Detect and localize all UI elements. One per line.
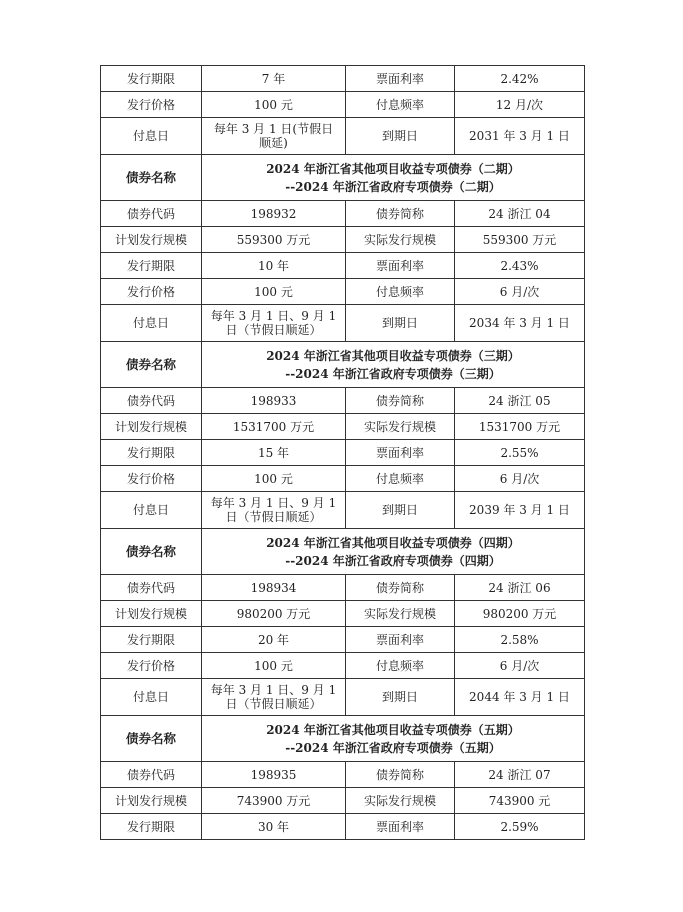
- maturity-label: 到期日: [346, 305, 455, 342]
- bond-short-value: 24 浙江 04: [455, 201, 585, 227]
- bond-name-label: 债券名称: [101, 529, 202, 575]
- issue-price-label: 发行价格: [101, 466, 202, 492]
- table-row: [101, 279, 585, 305]
- bond-short-label: 债券简称: [346, 575, 455, 601]
- payment-freq-value: 12 月/次: [455, 92, 585, 118]
- table-row: [101, 653, 585, 679]
- coupon-rate-value: 2.43%: [455, 253, 585, 279]
- table-row: [101, 414, 585, 440]
- payment-date-label: 付息日: [101, 679, 202, 716]
- term-value: 10 年: [202, 253, 346, 279]
- issue-price-label: 发行价格: [101, 92, 202, 118]
- payment-freq-label: 付息频率: [346, 92, 455, 118]
- table-row: [101, 440, 585, 466]
- term-label: 发行期限: [101, 814, 202, 840]
- bond-short-label: 债券简称: [346, 762, 455, 788]
- table-row: [101, 155, 585, 201]
- payment-freq-label: 付息频率: [346, 279, 455, 305]
- planned-scale-value: 743900 万元: [202, 788, 346, 814]
- maturity-value: 2034 年 3 月 1 日: [455, 305, 585, 342]
- bond-short-value: 24 浙江 07: [455, 762, 585, 788]
- term-label: 发行期限: [101, 627, 202, 653]
- actual-scale-value: 980200 万元: [455, 601, 585, 627]
- bond-short-value: 24 浙江 05: [455, 388, 585, 414]
- actual-scale-value: 559300 万元: [455, 227, 585, 253]
- term-value: 30 年: [202, 814, 346, 840]
- issue-price-value: 100 元: [202, 92, 346, 118]
- coupon-rate-value: 2.55%: [455, 440, 585, 466]
- payment-freq-value: 6 月/次: [455, 466, 585, 492]
- bond-code-value: 198932: [202, 201, 346, 227]
- bond-title: 2024 年浙江省其他项目收益专项债券（五期） --2024 年浙江省政府专项债券（五期）: [202, 716, 585, 762]
- payment-date-label: 付息日: [101, 118, 202, 155]
- term-label: 发行期限: [101, 253, 202, 279]
- issue-price-label: 发行价格: [101, 653, 202, 679]
- issue-price-value: 100 元: [202, 653, 346, 679]
- bond-short-value: 24 浙江 06: [455, 575, 585, 601]
- table-row: [101, 92, 585, 118]
- bond-code-value: 198933: [202, 388, 346, 414]
- table-row: [101, 627, 585, 653]
- planned-scale-label: 计划发行规模: [101, 227, 202, 253]
- bond-short-label: 债券简称: [346, 201, 455, 227]
- coupon-rate-value: 2.59%: [455, 814, 585, 840]
- planned-scale-value: 1531700 万元: [202, 414, 346, 440]
- coupon-rate-label: 票面利率: [346, 66, 455, 92]
- actual-scale-value: 743900 元: [455, 788, 585, 814]
- actual-scale-label: 实际发行规模: [346, 788, 455, 814]
- term-label: 发行期限: [101, 66, 202, 92]
- actual-scale-value: 1531700 万元: [455, 414, 585, 440]
- actual-scale-label: 实际发行规模: [346, 227, 455, 253]
- bond-code-value: 198934: [202, 575, 346, 601]
- coupon-rate-label: 票面利率: [346, 627, 455, 653]
- issue-price-value: 100 元: [202, 279, 346, 305]
- payment-date-value: 每年 3 月 1 日、9 月 1 日（节假日顺延）: [202, 305, 346, 342]
- planned-scale-label: 计划发行规模: [101, 601, 202, 627]
- table-row: [101, 66, 585, 92]
- payment-date-value: 每年 3 月 1 日(节假日 顺延): [202, 118, 346, 155]
- payment-date-value: 每年 3 月 1 日、9 月 1 日（节假日顺延）: [202, 679, 346, 716]
- payment-freq-value: 6 月/次: [455, 653, 585, 679]
- bond-info-table: [100, 65, 585, 840]
- bond-name-label: 债券名称: [101, 716, 202, 762]
- maturity-label: 到期日: [346, 118, 455, 155]
- term-value: 20 年: [202, 627, 346, 653]
- table-row: [101, 388, 585, 414]
- term-value: 7 年: [202, 66, 346, 92]
- planned-scale-value: 980200 万元: [202, 601, 346, 627]
- maturity-label: 到期日: [346, 492, 455, 529]
- table-row: [101, 492, 585, 529]
- actual-scale-label: 实际发行规模: [346, 601, 455, 627]
- actual-scale-label: 实际发行规模: [346, 414, 455, 440]
- coupon-rate-label: 票面利率: [346, 814, 455, 840]
- maturity-value: 2039 年 3 月 1 日: [455, 492, 585, 529]
- maturity-value: 2044 年 3 月 1 日: [455, 679, 585, 716]
- payment-date-label: 付息日: [101, 492, 202, 529]
- table-row: [101, 601, 585, 627]
- bond-name-label: 债券名称: [101, 155, 202, 201]
- coupon-rate-label: 票面利率: [346, 440, 455, 466]
- issue-price-label: 发行价格: [101, 279, 202, 305]
- table-row: [101, 679, 585, 716]
- table-row: [101, 716, 585, 762]
- table-row: [101, 788, 585, 814]
- planned-scale-label: 计划发行规模: [101, 414, 202, 440]
- table-row: [101, 342, 585, 388]
- planned-scale-label: 计划发行规模: [101, 788, 202, 814]
- table-row: [101, 814, 585, 840]
- maturity-value: 2031 年 3 月 1 日: [455, 118, 585, 155]
- table-row: [101, 118, 585, 155]
- coupon-rate-label: 票面利率: [346, 253, 455, 279]
- payment-date-value: 每年 3 月 1 日、9 月 1 日（节假日顺延）: [202, 492, 346, 529]
- bond-name-label: 债券名称: [101, 342, 202, 388]
- bond-code-label: 债券代码: [101, 201, 202, 227]
- issue-price-value: 100 元: [202, 466, 346, 492]
- table-row: [101, 227, 585, 253]
- term-value: 15 年: [202, 440, 346, 466]
- table-row: [101, 201, 585, 227]
- bond-code-value: 198935: [202, 762, 346, 788]
- payment-freq-label: 付息频率: [346, 653, 455, 679]
- bond-title: 2024 年浙江省其他项目收益专项债券（二期） --2024 年浙江省政府专项债券（二期）: [202, 155, 585, 201]
- payment-date-label: 付息日: [101, 305, 202, 342]
- coupon-rate-value: 2.42%: [455, 66, 585, 92]
- table-row: [101, 466, 585, 492]
- bond-title: 2024 年浙江省其他项目收益专项债券（三期） --2024 年浙江省政府专项债券（三期）: [202, 342, 585, 388]
- table-row: [101, 762, 585, 788]
- bond-code-label: 债券代码: [101, 762, 202, 788]
- planned-scale-value: 559300 万元: [202, 227, 346, 253]
- bond-short-label: 债券简称: [346, 388, 455, 414]
- bond-code-label: 债券代码: [101, 575, 202, 601]
- payment-freq-label: 付息频率: [346, 466, 455, 492]
- payment-freq-value: 6 月/次: [455, 279, 585, 305]
- maturity-label: 到期日: [346, 679, 455, 716]
- table-row: [101, 529, 585, 575]
- term-label: 发行期限: [101, 440, 202, 466]
- table-row: [101, 575, 585, 601]
- coupon-rate-value: 2.58%: [455, 627, 585, 653]
- bond-code-label: 债券代码: [101, 388, 202, 414]
- table-row: [101, 305, 585, 342]
- table-row: [101, 253, 585, 279]
- bond-title: 2024 年浙江省其他项目收益专项债券（四期） --2024 年浙江省政府专项债券（四期）: [202, 529, 585, 575]
